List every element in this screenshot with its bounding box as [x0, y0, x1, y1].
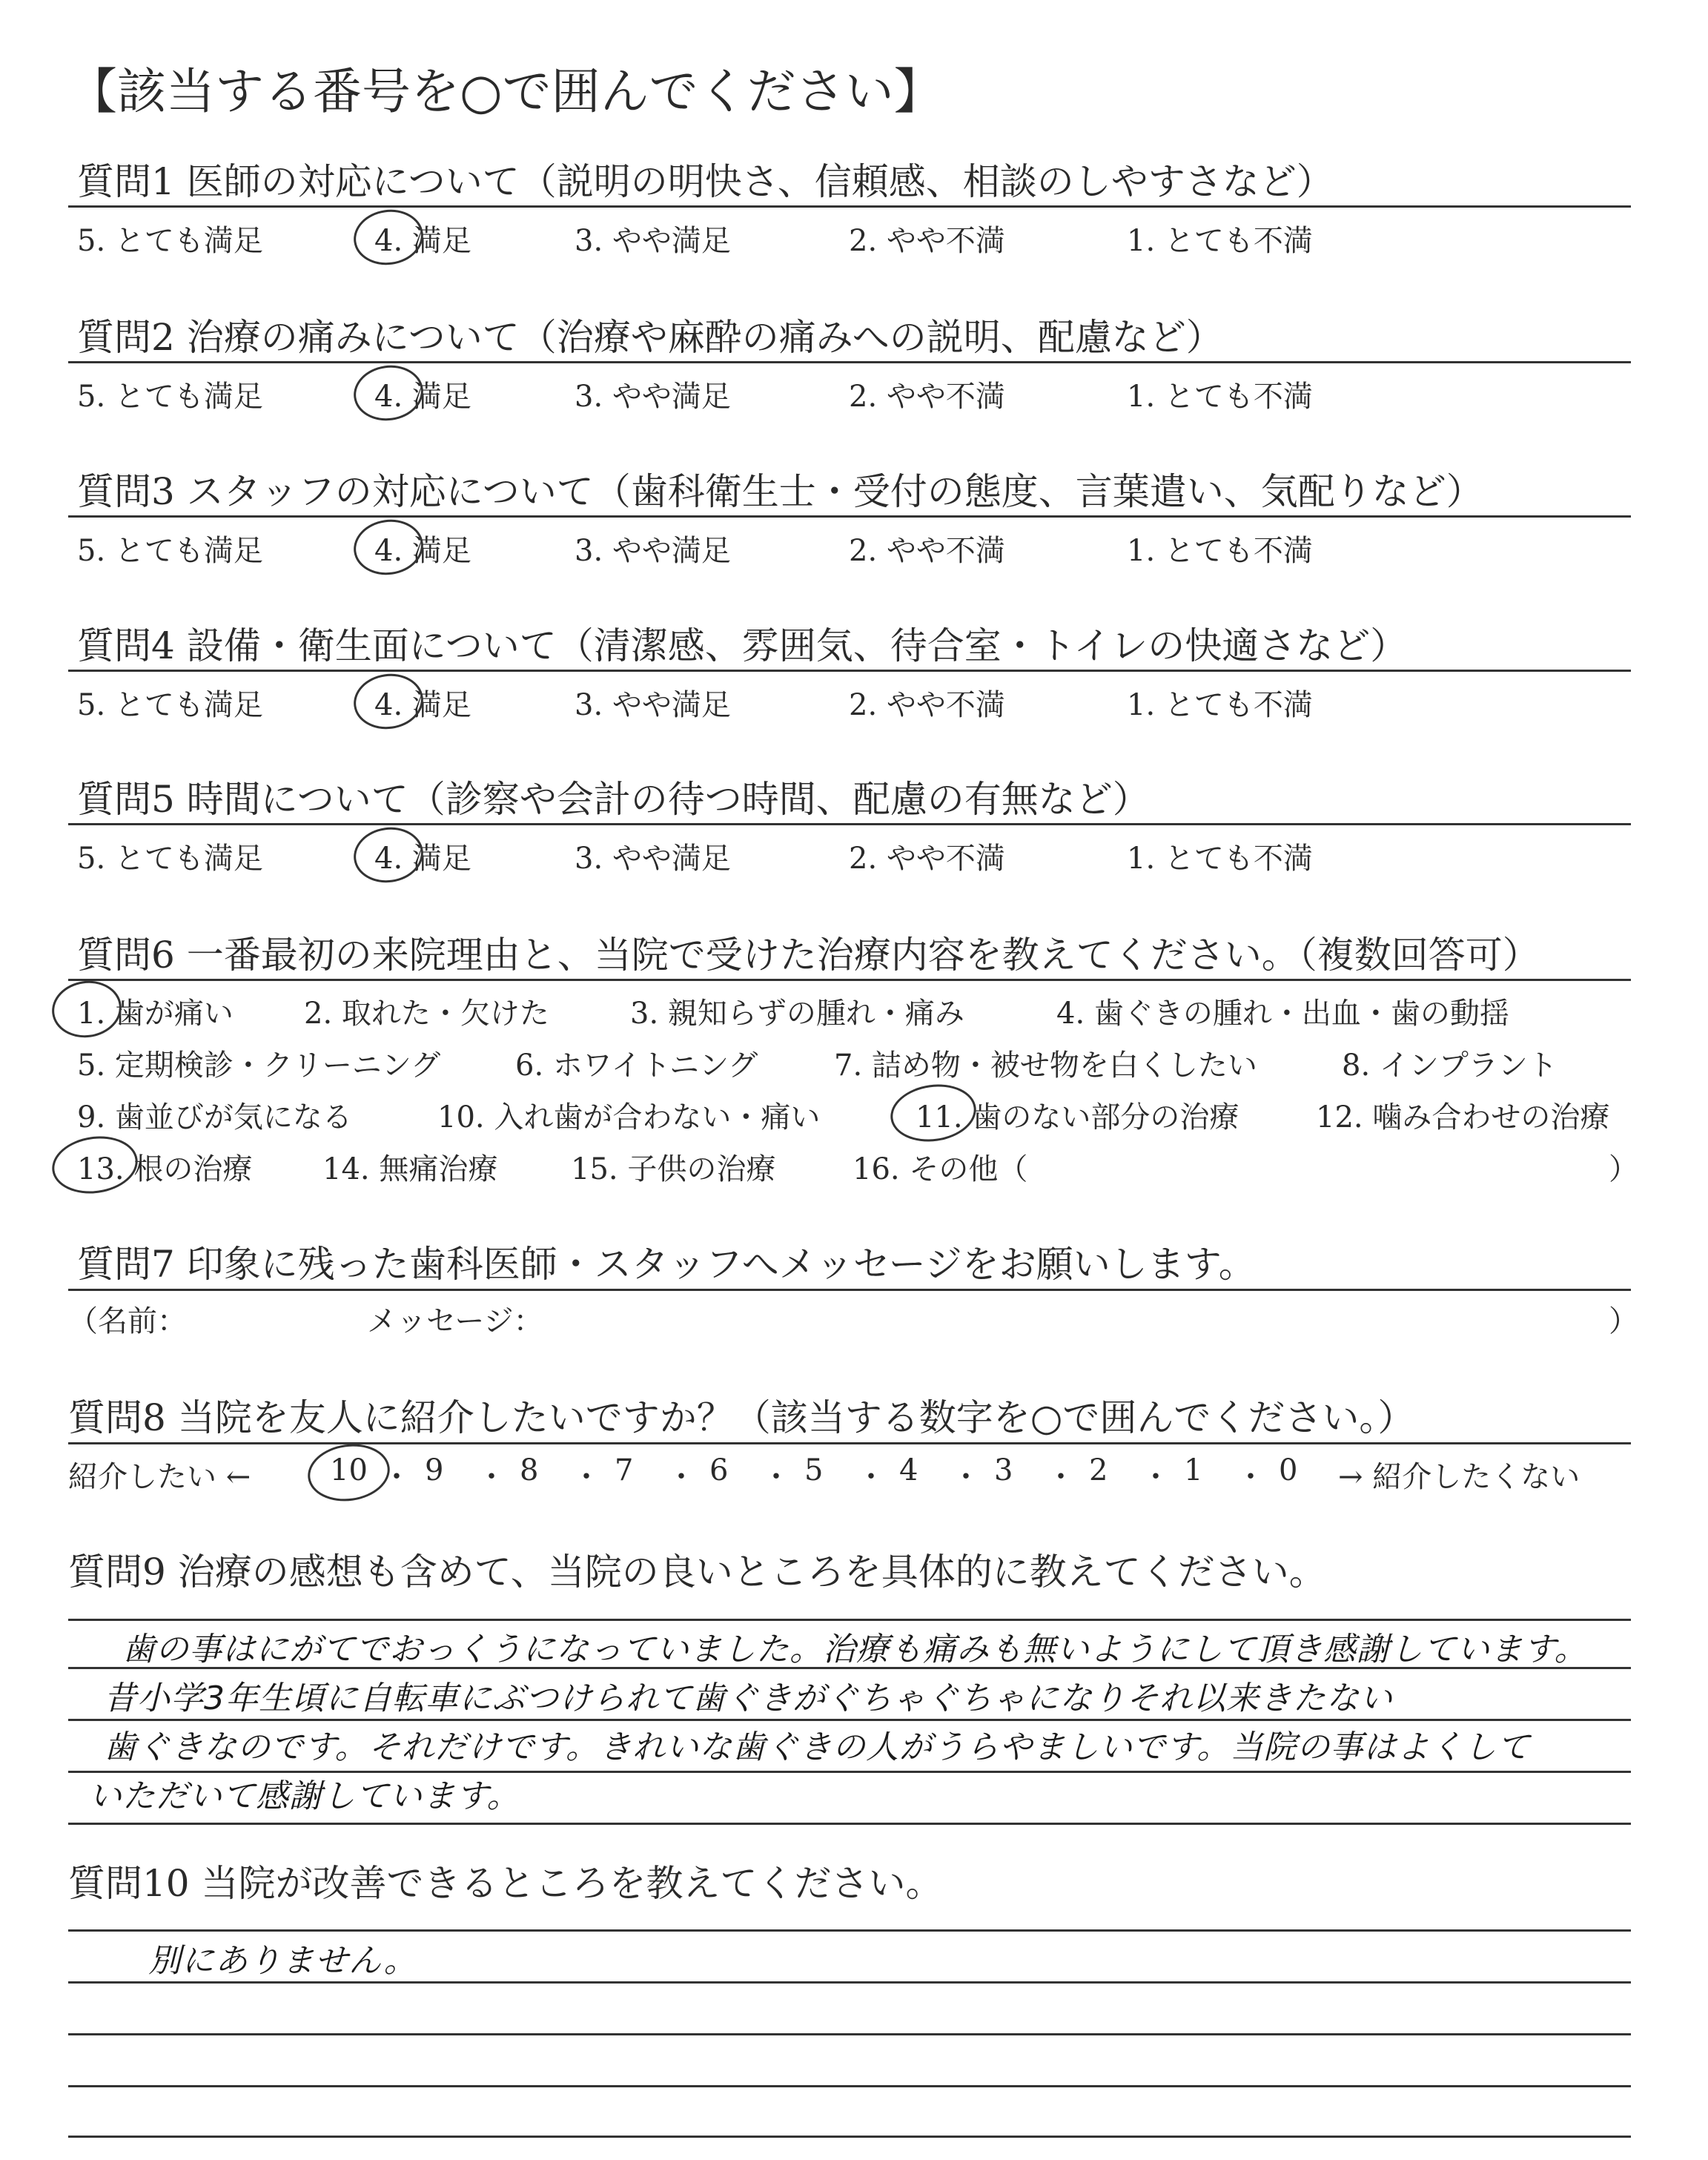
rating-option[interactable]: 2. やや不満 [849, 224, 1005, 258]
treatment-option[interactable]: 12. 噛み合わせの治療 [1316, 1100, 1610, 1135]
question-underline [68, 979, 1631, 981]
score-separator: ・ [1046, 1460, 1076, 1494]
rating-option[interactable]: 2. やや不満 [849, 380, 1005, 414]
selected-rating-circle [350, 515, 426, 579]
rating-option[interactable]: 2. やや不満 [849, 842, 1005, 876]
selected-rating-circle [350, 823, 426, 887]
recommend-score[interactable]: 2 [1089, 1453, 1108, 1487]
score-separator: ・ [1141, 1460, 1171, 1494]
question-underline [68, 1442, 1631, 1444]
answer-line [68, 1619, 1631, 1621]
rating-option[interactable]: 1. とても不満 [1127, 842, 1313, 876]
rating-option[interactable]: 1. とても不満 [1127, 534, 1313, 568]
rating-option[interactable]: 4. 満足 [374, 688, 471, 722]
recommend-score[interactable]: 7 [615, 1453, 634, 1487]
treatment-option[interactable]: 2. 取れた・欠けた [304, 997, 549, 1031]
recommend-right-label: → 紹介したくない [1338, 1460, 1580, 1494]
answer-line [68, 1823, 1631, 1825]
score-separator: ・ [572, 1460, 601, 1494]
selected-treatment-circle [887, 1079, 979, 1146]
question-title: 質問8 当院を友人に紹介したいですか？（該当する数字を○で囲んでください。） [68, 1396, 1415, 1439]
selected-rating-circle [350, 205, 426, 269]
rating-option[interactable]: 5. とても満足 [77, 534, 263, 568]
treatment-option[interactable]: 9. 歯並びが気になる [77, 1100, 352, 1135]
rating-option[interactable]: 1. とても不満 [1127, 224, 1313, 258]
question-title: 質問1 医師の対応について（説明の明快さ、信頼感、相談のしやすさなど） [77, 160, 1334, 203]
score-separator: ・ [951, 1460, 981, 1494]
treatment-option[interactable]: 14. 無痛治療 [322, 1152, 498, 1186]
recommend-score[interactable]: 1 [1184, 1453, 1203, 1487]
rating-option[interactable]: 3. やや満足 [575, 224, 731, 258]
score-separator: ・ [382, 1460, 411, 1494]
rating-option[interactable]: 2. やや不満 [849, 534, 1005, 568]
rating-option[interactable]: 5. とても満足 [77, 688, 263, 722]
recommend-score[interactable]: 10 [330, 1453, 368, 1487]
question-title: 質問7 印象に残った歯科医師・スタッフへメッセージをお願いします。 [77, 1243, 1256, 1286]
answer-line [68, 2085, 1631, 2087]
score-separator: ・ [1236, 1460, 1265, 1494]
question-title: 質問9 治療の感想も含めて、当院の良いところを具体的に教えてください。 [68, 1550, 1326, 1593]
treatment-option[interactable]: 16. その他（ [853, 1152, 1028, 1186]
selected-rating-circle [350, 361, 426, 425]
score-separator: ・ [761, 1460, 791, 1494]
recommend-score[interactable]: 4 [899, 1453, 918, 1487]
treatment-option[interactable]: 5. 定期検診・クリーニング [77, 1048, 441, 1083]
rating-option[interactable]: 5. とても満足 [77, 380, 263, 414]
treatment-option[interactable]: 7. 詰め物・被せ物を白くしたい [834, 1048, 1257, 1083]
treatment-option[interactable]: 6. ホワイトニング [515, 1048, 758, 1083]
recommend-score[interactable]: 9 [425, 1453, 444, 1487]
question-title: 質問5 時間について（診察や会計の待つ時間、配慮の有無など） [77, 778, 1150, 821]
rating-option[interactable]: 5. とても満足 [77, 224, 263, 258]
treatment-option[interactable]: 8. インプラント [1342, 1048, 1558, 1083]
rating-option[interactable]: 3. やや満足 [575, 842, 731, 876]
message-close-paren: ） [1609, 1304, 1638, 1338]
selected-treatment-circle [48, 1131, 141, 1198]
recommend-score[interactable]: 6 [709, 1453, 729, 1487]
handwritten-answer: 歯の事はにがてでおっくうになっていました。治療も痛みも無いようにして頂き感謝しています。 [122, 1631, 1588, 1668]
form-title: 【該当する番号を○で囲んでください】 [68, 63, 943, 120]
message-label: メッセージ： [367, 1304, 543, 1338]
question-title: 質問3 スタッフの対応について（歯科衛生士・受付の態度、言葉遣い、気配りなど） [77, 470, 1483, 513]
question-underline [68, 515, 1631, 518]
answer-line [68, 2033, 1631, 2035]
question-underline [68, 1289, 1631, 1291]
rating-option[interactable]: 3. やや満足 [575, 688, 731, 722]
question-underline [68, 361, 1631, 363]
rating-option[interactable]: 4. 満足 [374, 380, 471, 414]
question-title: 質問4 設備・衛生面について（清潔感、雰囲気、待合室・トイレの快適さなど） [77, 624, 1408, 667]
rating-option[interactable]: 4. 満足 [374, 534, 471, 568]
score-separator: ・ [477, 1460, 506, 1494]
name-label: （名前： [68, 1304, 187, 1338]
selected-rating-circle [350, 670, 426, 733]
question-title: 質問6 一番最初の来院理由と、当院で受けた治療内容を教えてください。（複数回答可） [77, 934, 1540, 977]
treatment-option[interactable]: 3. 親知らずの腫れ・痛み [630, 997, 964, 1031]
treatment-option[interactable]: 1. 歯が痛い [77, 997, 234, 1031]
treatment-option[interactable]: 4. 歯ぐきの腫れ・出血・歯の動揺 [1056, 997, 1509, 1031]
treatment-option[interactable]: 11. 歯のない部分の治療 [916, 1100, 1239, 1135]
handwritten-answer: 昔小学3年生頃に自転車にぶつけられて歯ぐきがぐちゃぐちゃになりそれ以来きたない [104, 1680, 1393, 1717]
rating-option[interactable]: 5. とても満足 [77, 842, 263, 876]
rating-option[interactable]: 1. とても不満 [1127, 688, 1313, 722]
treatment-option[interactable]: 15. 子供の治療 [571, 1152, 776, 1186]
treatment-option[interactable]: 13. 根の治療 [77, 1152, 253, 1186]
score-separator: ・ [856, 1460, 886, 1494]
handwritten-answer: 歯ぐきなのです。それだけです。きれいな歯ぐきの人がうらやましいです。当院の事はよくして [104, 1728, 1531, 1766]
recommend-score[interactable]: 8 [520, 1453, 539, 1487]
recommend-score[interactable]: 3 [994, 1453, 1013, 1487]
rating-option[interactable]: 1. とても不満 [1127, 380, 1313, 414]
treatment-option[interactable]: 10. 入れ歯が合わない・痛い [437, 1100, 821, 1135]
recommend-score[interactable]: 5 [804, 1453, 824, 1487]
question-underline [68, 205, 1631, 208]
rating-option[interactable]: 3. やや満足 [575, 380, 731, 414]
question-title: 質問2 治療の痛みについて（治療や麻酔の痛みへの説明、配慮など） [77, 316, 1223, 359]
question-underline [68, 670, 1631, 672]
rating-option[interactable]: 4. 満足 [374, 842, 471, 876]
answer-line [68, 2136, 1631, 2138]
question-title: 質問10 当院が改善できるところを教えてください。 [68, 1862, 943, 1905]
other-close-paren: ） [1609, 1152, 1638, 1186]
rating-option[interactable]: 4. 満足 [374, 224, 471, 258]
score-separator: ・ [666, 1460, 696, 1494]
question-underline [68, 823, 1631, 825]
answer-line [68, 1929, 1631, 1932]
selected-score-circle [304, 1439, 393, 1507]
recommend-score[interactable]: 0 [1279, 1453, 1298, 1487]
answer-line [68, 1981, 1631, 1984]
rating-option[interactable]: 2. やや不満 [849, 688, 1005, 722]
recommend-left-label: 紹介したい ← [68, 1460, 251, 1494]
handwritten-answer: 別にありません。 [148, 1942, 417, 1980]
handwritten-answer: いただいて感謝しています。 [89, 1777, 520, 1815]
rating-option[interactable]: 3. やや満足 [575, 534, 731, 568]
